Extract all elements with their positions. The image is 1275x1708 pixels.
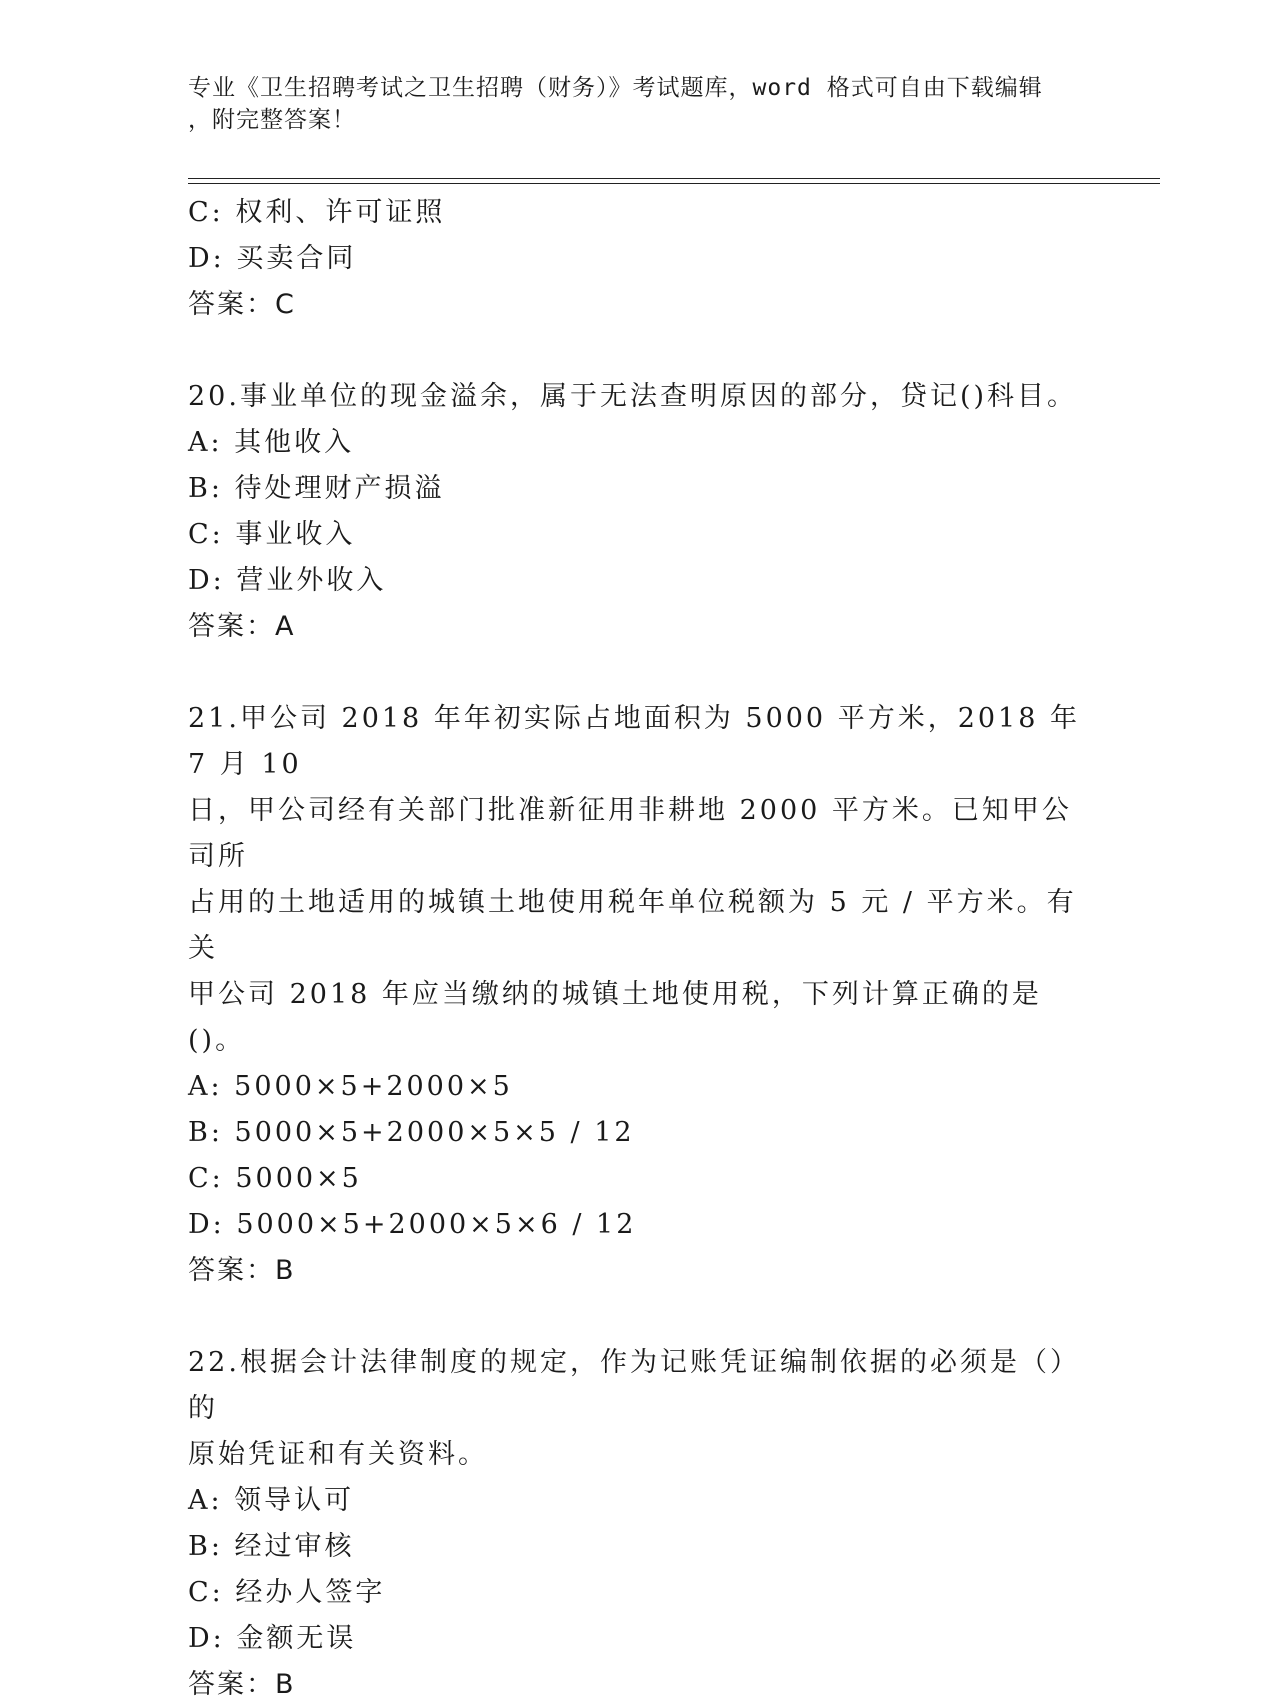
option-c: C: 权利、许可证照 — [188, 197, 446, 228]
option-a: A: 领导认可 — [188, 1485, 355, 1516]
question-20 — [188, 374, 1088, 650]
question-22 — [188, 1340, 1088, 1708]
question-text: 20.事业单位的现金溢余，属于无法查明原因的部分，贷记()科目。 — [188, 381, 1078, 412]
option-d: D: 5000×5+2000×5×6 / 12 — [188, 1209, 637, 1240]
answer: 答案：B — [188, 1669, 296, 1700]
option-b: B: 5000×5+2000×5×5 / 12 — [188, 1117, 635, 1148]
option-a: A: 其他收入 — [188, 427, 355, 458]
option-c: C: 事业收入 — [188, 519, 356, 550]
question-text-line-4: 甲公司 2018 年应当缴纳的城镇土地使用税，下列计算正确的是()。 — [188, 979, 1042, 1056]
question-text-line-3: 占用的土地适用的城镇土地使用税年单位税额为 5 元 / 平方米。有关 — [188, 887, 1077, 964]
answer: 答案：B — [188, 1255, 296, 1286]
header-divider-bottom — [188, 183, 1160, 184]
option-d: D: 金额无误 — [188, 1623, 357, 1654]
header-line-1: 专业《卫生招聘考试之卫生招聘（财务）》考试题库，word 格式可自由下载编辑 — [188, 75, 1043, 101]
answer: 答案：C — [188, 289, 296, 320]
spacer — [188, 1294, 1088, 1340]
question-21 — [188, 696, 1092, 1294]
option-d: D: 营业外收入 — [188, 565, 387, 596]
question-text-line-1: 21.甲公司 2018 年年初实际占地面积为 5000 平方米，2018 年 7 月 10 — [188, 703, 1092, 780]
document-header — [188, 72, 1088, 136]
question-text-line-2: 日，甲公司经有关部门批准新征用非耕地 2000 平方米。已知甲公司所 — [188, 795, 1072, 872]
option-c: C: 5000×5 — [188, 1163, 362, 1194]
option-b: B: 待处理财产损溢 — [188, 473, 445, 504]
header-divider-top — [188, 178, 1160, 179]
answer: 答案：A — [188, 611, 296, 642]
option-c: C: 经办人签字 — [188, 1577, 386, 1608]
option-a: A: 5000×5+2000×5 — [188, 1071, 513, 1102]
question-text-line-2: 原始凭证和有关资料。 — [188, 1439, 488, 1470]
header-line-2: ，附完整答案！ — [188, 107, 356, 133]
spacer — [188, 650, 1088, 696]
spacer — [188, 328, 1088, 374]
question-text-line-1: 22.根据会计法律制度的规定，作为记账凭证编制依据的必须是（）的 — [188, 1347, 1080, 1424]
option-d: D: 买卖合同 — [188, 243, 357, 274]
question-19-continued — [188, 190, 1088, 328]
option-b: B: 经过审核 — [188, 1531, 355, 1562]
question-list — [188, 190, 1092, 1708]
